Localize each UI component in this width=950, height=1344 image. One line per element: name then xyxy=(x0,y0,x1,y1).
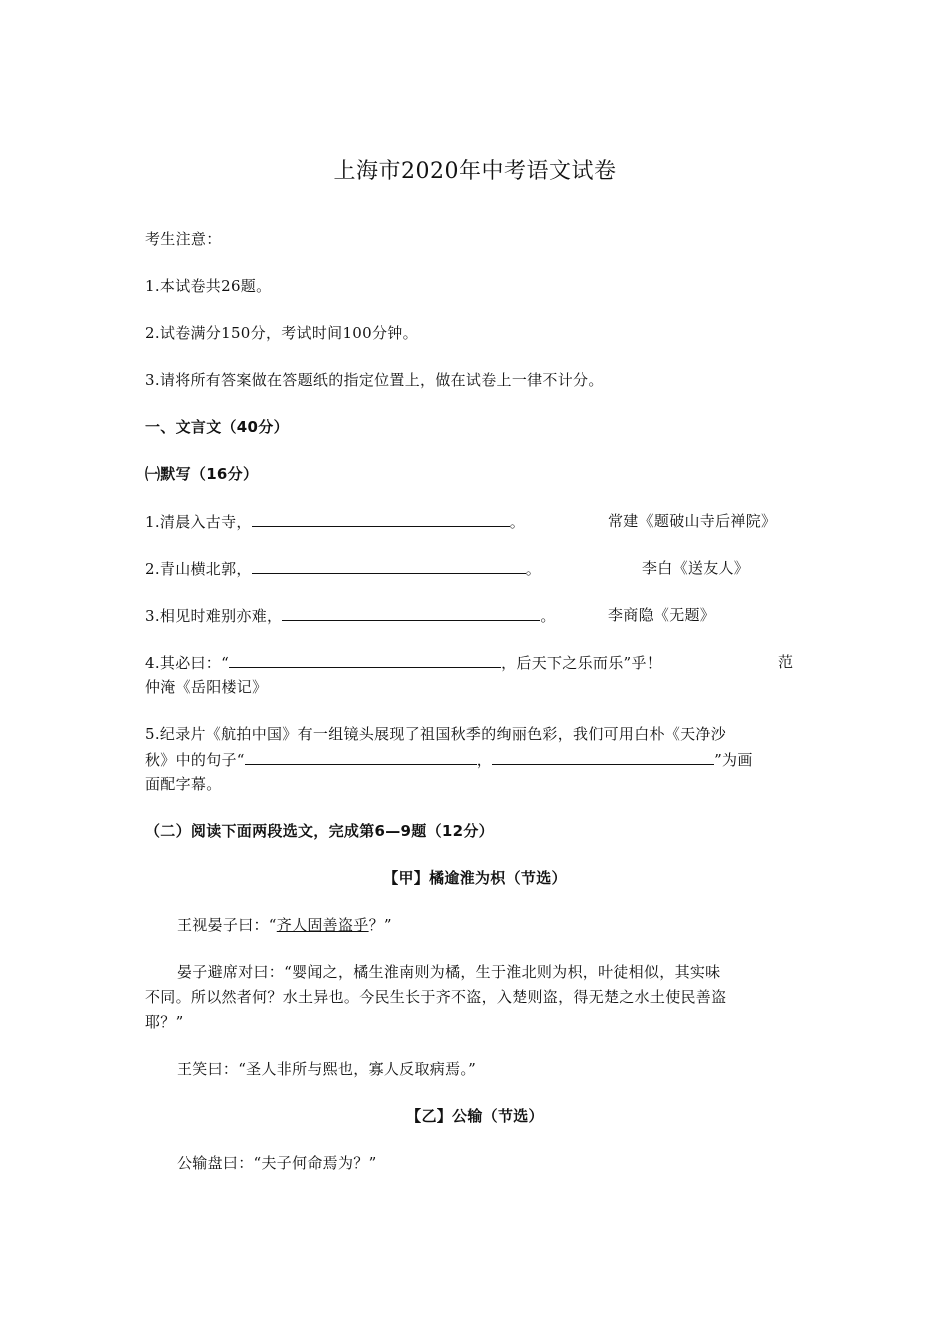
page-title: 上海市2020年中考语文试卷 xyxy=(333,159,617,184)
question-4-source-b: 仲淹《岳阳楼记》 xyxy=(145,678,268,696)
question-3-source: 李商隐《无题》 xyxy=(608,606,716,624)
answer-blank-2[interactable] xyxy=(252,558,526,574)
question-1-suffix: 。 xyxy=(509,513,526,531)
jia-p1-suffix: ？” xyxy=(368,916,392,934)
question-3-prefix: 3.相见时难别亦难， xyxy=(145,607,283,625)
passage-jia-paragraph-2-line-3: 耶？” xyxy=(145,1013,184,1031)
answer-blank-3[interactable] xyxy=(282,605,540,621)
question-2-suffix: 。 xyxy=(525,560,542,578)
question-3-suffix: 。 xyxy=(540,607,556,625)
question-4-source-a: 范 xyxy=(778,653,794,671)
question-4 xyxy=(145,652,662,673)
notice-item-1: 1.本试卷共26题。 xyxy=(145,277,272,295)
passage-jia-title: 【甲】橘逾淮为枳（节选） xyxy=(383,869,567,887)
question-2 xyxy=(145,558,541,579)
part2-heading: （二）阅读下面两段选文，完成第6—9题（12分） xyxy=(145,822,494,840)
passage-yi-title: 【乙】公输（节选） xyxy=(406,1107,544,1125)
question-5-line-2 xyxy=(145,749,753,770)
question-3 xyxy=(145,605,556,626)
answer-blank-4[interactable] xyxy=(229,652,501,668)
question-5-suffix: ”为画 xyxy=(714,751,753,769)
question-5-line-1: 5.纪录片《航拍中国》有一组镜头展现了祖国秋季的绚丽色彩，我们可用白朴《天净沙 xyxy=(145,725,727,743)
notice-item-3: 3.请将所有答案做在答题纸的指定位置上，做在试卷上一律不计分。 xyxy=(145,371,604,389)
passage-jia-paragraph-3: 王笑曰：“圣人非所与熙也，寡人反取病焉。” xyxy=(177,1060,477,1078)
question-5-line-3: 面配字幕。 xyxy=(145,775,222,793)
passage-jia-paragraph-2-line-2: 不同。所以然者何？水土异也。今民生长于齐不盗，入楚则盗，得无楚之水土使民善盗 xyxy=(145,988,727,1006)
section-heading: 一、文言文（40分） xyxy=(145,418,289,436)
jia-p1-prefix: 王视晏子曰：“ xyxy=(177,916,277,934)
notice-item-2: 2.试卷满分150分，考试时间100分钟。 xyxy=(145,324,418,342)
answer-blank-5b[interactable] xyxy=(492,749,714,765)
question-5-mid: ， xyxy=(476,751,493,769)
question-4-suffix: ，后天下之乐而乐”乎！ xyxy=(501,654,663,672)
question-1 xyxy=(145,511,525,532)
passage-jia-paragraph-1 xyxy=(177,915,392,935)
passage-jia-paragraph-2-line-1: 晏子避席对曰：“婴闻之，橘生淮南则为橘，生于淮北则为枳，叶徒相似，其实味 xyxy=(177,963,721,981)
question-1-prefix: 1.清晨入古寺， xyxy=(145,513,252,531)
jia-p1-underlined: 齐人固善盗乎 xyxy=(276,916,369,934)
notice-heading: 考生注意： xyxy=(145,230,222,248)
part1-heading: ㈠默写（16分） xyxy=(145,465,259,483)
answer-blank-5a[interactable] xyxy=(245,749,477,765)
question-2-prefix: 2.青山横北郭， xyxy=(145,560,252,578)
question-4-prefix: 4.其必曰：“ xyxy=(145,654,230,672)
question-2-source: 李白《送友人》 xyxy=(642,559,750,577)
question-1-source: 常建《题破山寺后禅院》 xyxy=(608,512,777,530)
question-5-prefix: 秋》中的句子“ xyxy=(145,751,245,769)
passage-yi-paragraph-1: 公输盘曰：“夫子何命焉为？” xyxy=(177,1154,377,1172)
answer-blank-1[interactable] xyxy=(252,511,510,527)
